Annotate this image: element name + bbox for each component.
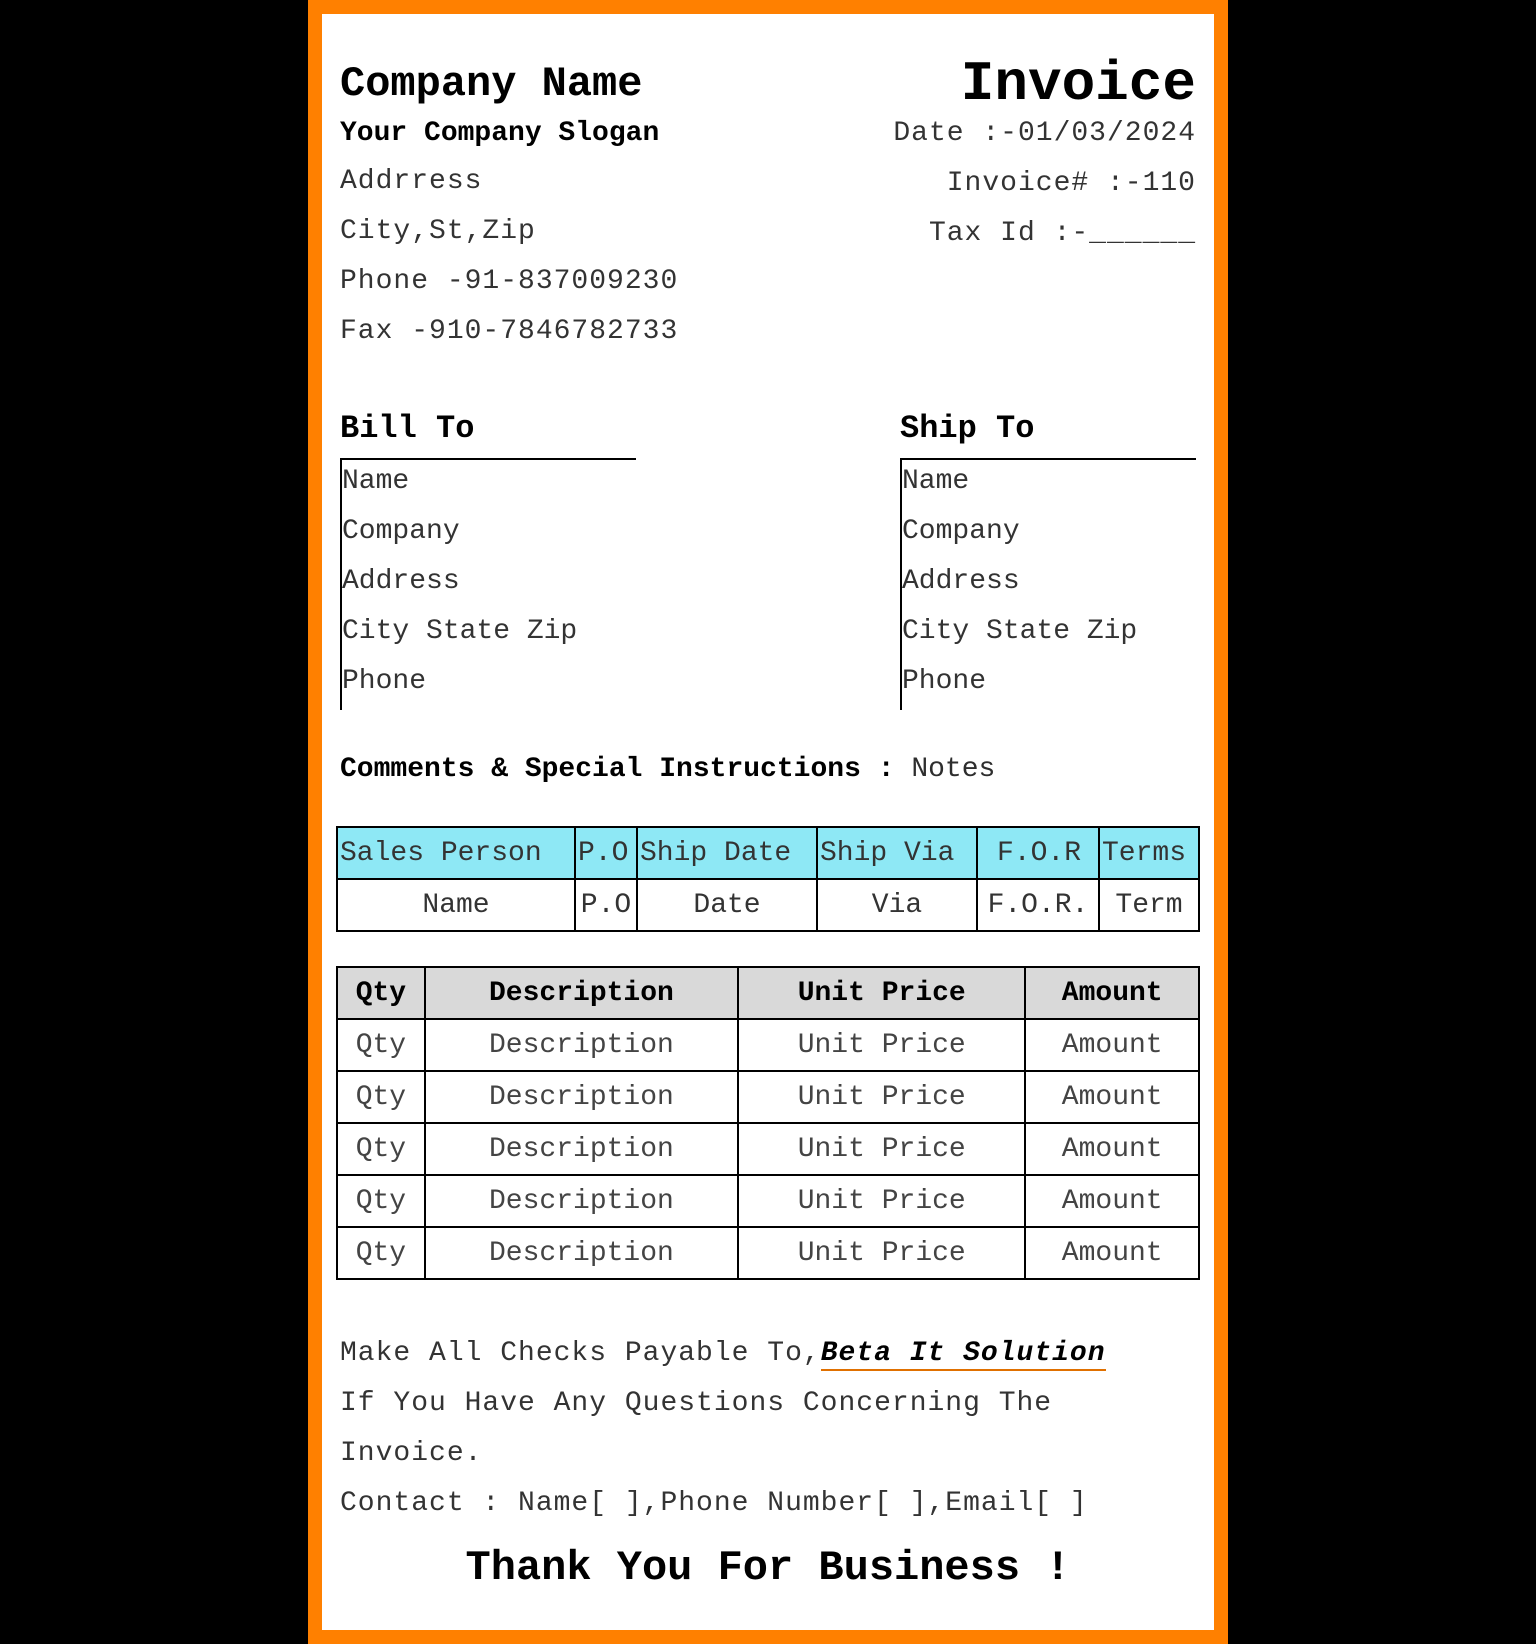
company-slogan: Your Company Slogan <box>340 118 660 149</box>
ship-to-heading: Ship To <box>900 410 1035 447</box>
item-amount: Amount <box>1025 1019 1199 1071</box>
ship-to-name: Name <box>902 466 970 497</box>
invoice-frame <box>308 0 1228 1644</box>
comments-section <box>340 754 995 785</box>
company-name: Company Name <box>340 60 643 108</box>
table-row <box>337 1175 1199 1227</box>
item-qty: Qty <box>337 1227 425 1279</box>
bill-to-city: City State Zip <box>342 616 578 647</box>
item-description: Description <box>425 1227 738 1279</box>
line-items-table <box>336 966 1200 1280</box>
sales-cell: Via <box>817 879 977 931</box>
thank-you-message: Thank You For Business ! <box>465 1544 1071 1592</box>
table-row <box>337 1019 1199 1071</box>
ship-to-phone: Phone <box>902 666 987 697</box>
item-unit-price: Unit Price <box>738 1123 1025 1175</box>
items-header-cell: Unit Price <box>738 967 1025 1019</box>
sales-cell: Term <box>1099 879 1199 931</box>
item-unit-price: Unit Price <box>738 1071 1025 1123</box>
table-row <box>337 1227 1199 1279</box>
item-amount: Amount <box>1025 1175 1199 1227</box>
sales-cell: F.O.R. <box>977 879 1099 931</box>
item-qty: Qty <box>337 1123 425 1175</box>
ship-to-company: Company <box>902 516 1020 547</box>
item-description: Description <box>425 1071 738 1123</box>
company-phone: Phone -91-837009230 <box>340 266 679 297</box>
company-city: City,St,Zip <box>340 216 536 247</box>
sales-cell: P.O <box>575 879 637 931</box>
sales-header-cell: F.O.R <box>977 827 1099 879</box>
contact-line: Contact : Name[ ],Phone Number[ ],Email[ ] <box>340 1488 1088 1519</box>
item-description: Description <box>425 1019 738 1071</box>
bill-to-box <box>340 458 636 710</box>
item-amount: Amount <box>1025 1123 1199 1175</box>
comments-value: Notes <box>911 754 996 785</box>
item-unit-price: Unit Price <box>738 1019 1025 1071</box>
items-header-cell: Amount <box>1025 967 1199 1019</box>
ship-to-box <box>900 458 1196 710</box>
company-fax: Fax -910-7846782733 <box>340 316 679 347</box>
invoice-title: Invoice <box>960 52 1196 116</box>
item-qty: Qty <box>337 1071 425 1123</box>
sales-header-row <box>337 827 1199 879</box>
sales-data-row <box>337 879 1199 931</box>
sales-header-cell: P.O <box>575 827 637 879</box>
bill-to-phone: Phone <box>342 666 427 697</box>
items-header-row <box>337 967 1199 1019</box>
invoice-date: Date :-01/03/2024 <box>893 118 1196 149</box>
invoice-number: Invoice# :-110 <box>946 168 1196 199</box>
bill-to-address: Address <box>342 566 460 597</box>
item-amount: Amount <box>1025 1071 1199 1123</box>
company-address: Addrress <box>340 166 483 197</box>
invoice-sheet <box>322 14 1214 1630</box>
table-row <box>337 1123 1199 1175</box>
checks-payable-line <box>340 1338 1106 1369</box>
item-description: Description <box>425 1123 738 1175</box>
ship-to-city: City State Zip <box>902 616 1138 647</box>
sales-header-cell: Sales Person <box>337 827 575 879</box>
items-header-cell: Description <box>425 967 738 1019</box>
checks-payable-text: Make All Checks Payable To, <box>340 1338 821 1369</box>
sales-header-cell: Ship Date <box>637 827 817 879</box>
bill-to-company: Company <box>342 516 460 547</box>
comments-label: Comments & Special Instructions <box>340 754 861 785</box>
item-description: Description <box>425 1175 738 1227</box>
questions-line-1: If You Have Any Questions Concerning The <box>340 1388 1053 1419</box>
sales-cell: Name <box>337 879 575 931</box>
bill-to-name: Name <box>342 466 410 497</box>
sales-info-table <box>336 826 1200 932</box>
item-qty: Qty <box>337 1019 425 1071</box>
item-qty: Qty <box>337 1175 425 1227</box>
invoice-tax-id: Tax Id :-______ <box>928 218 1196 249</box>
sales-cell: Date <box>637 879 817 931</box>
item-amount: Amount <box>1025 1227 1199 1279</box>
bill-to-heading: Bill To <box>340 410 475 447</box>
sales-header-cell: Terms <box>1099 827 1199 879</box>
questions-line-2: Invoice. <box>340 1438 483 1469</box>
payee-name: Beta It Solution <box>820 1338 1106 1369</box>
sales-header-cell: Ship Via <box>817 827 977 879</box>
comments-separator: : <box>877 754 895 785</box>
ship-to-address: Address <box>902 566 1020 597</box>
table-row <box>337 1071 1199 1123</box>
item-unit-price: Unit Price <box>738 1175 1025 1227</box>
item-unit-price: Unit Price <box>738 1227 1025 1279</box>
items-header-cell: Qty <box>337 967 425 1019</box>
